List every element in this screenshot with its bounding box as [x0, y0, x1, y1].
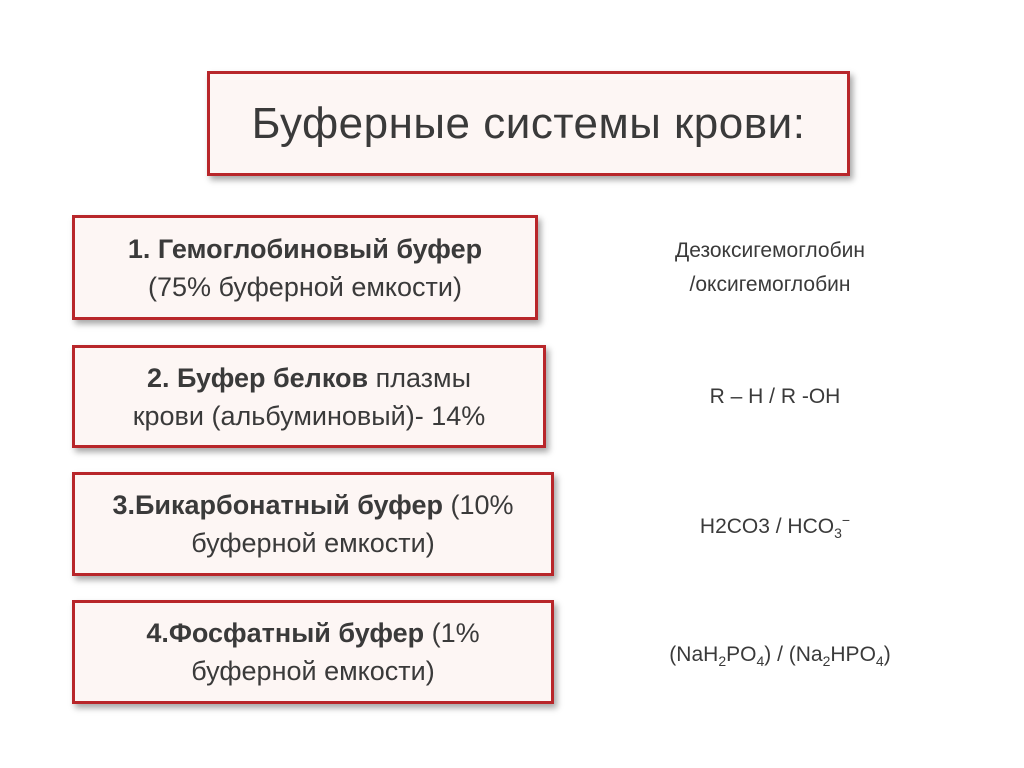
buffer-item-2-rest: плазмы: [368, 362, 472, 393]
formula-hemoglobin-line1: Дезоксигемоглобин: [675, 239, 865, 262]
buffer-item-4-bold: 4.Фосфатный буфер: [146, 618, 425, 648]
formula-phosphate-sub1: 2: [718, 653, 727, 670]
buffer-item-4: [72, 600, 554, 704]
formula-bicarbonate-sub: 3: [834, 525, 842, 542]
buffer-item-2: [72, 345, 546, 448]
formula-phosphate-sub3: 2: [822, 653, 831, 670]
buffer-item-4-line1: [146, 614, 479, 652]
buffer-item-3-bold: 3.Бикарбонатный буфер: [112, 490, 443, 520]
formula-phosphate-b: PO: [726, 643, 757, 666]
formula-hemoglobin-line2: /оксигемоглобин: [689, 273, 851, 296]
buffer-item-3-line2: буферной емкости): [191, 528, 435, 558]
formula-bicarbonate-sup: −: [841, 512, 851, 528]
buffer-item-1-bold: 1. Гемоглобиновый буфер: [127, 233, 483, 264]
buffer-item-1: [72, 215, 538, 320]
formula-bicarbonate: [640, 510, 910, 544]
buffer-item-2-line1: [147, 359, 471, 397]
formula-bicarbonate-main: H2CO3 / HCO: [699, 515, 835, 538]
formula-phosphate-sub4: 4: [875, 653, 884, 670]
formula-protein: R – H / R -OH: [709, 385, 841, 408]
buffer-item-4-line2: буферной емкости): [191, 656, 435, 686]
formula-phosphate-e: ): [883, 643, 891, 666]
buffer-item-1-line1: [128, 230, 482, 268]
buffer-item-2-line2: крови (альбуминовый)- 14%: [132, 400, 486, 431]
formula-phosphate-c: ) / (Na: [764, 643, 823, 666]
formula-hemoglobin: [640, 234, 900, 302]
formula-phosphate-d: HPO: [830, 643, 876, 666]
buffer-item-4-rest: (1%: [424, 618, 480, 648]
slide-title: Буферные системы крови:: [251, 98, 806, 148]
buffer-item-3-line1: [112, 486, 513, 524]
formula-phosphate-sub2: 4: [756, 653, 765, 670]
formula-phosphate-a: (NaH: [669, 643, 719, 666]
buffer-item-3-rest: (10%: [442, 490, 514, 520]
formula-phosphate: [620, 638, 940, 672]
buffer-item-1-line2: (75% буферной емкости): [147, 271, 462, 302]
buffer-item-3: [72, 472, 554, 576]
title-box: [207, 71, 850, 176]
buffer-item-2-bold: 2. Буфер белков: [146, 362, 369, 393]
